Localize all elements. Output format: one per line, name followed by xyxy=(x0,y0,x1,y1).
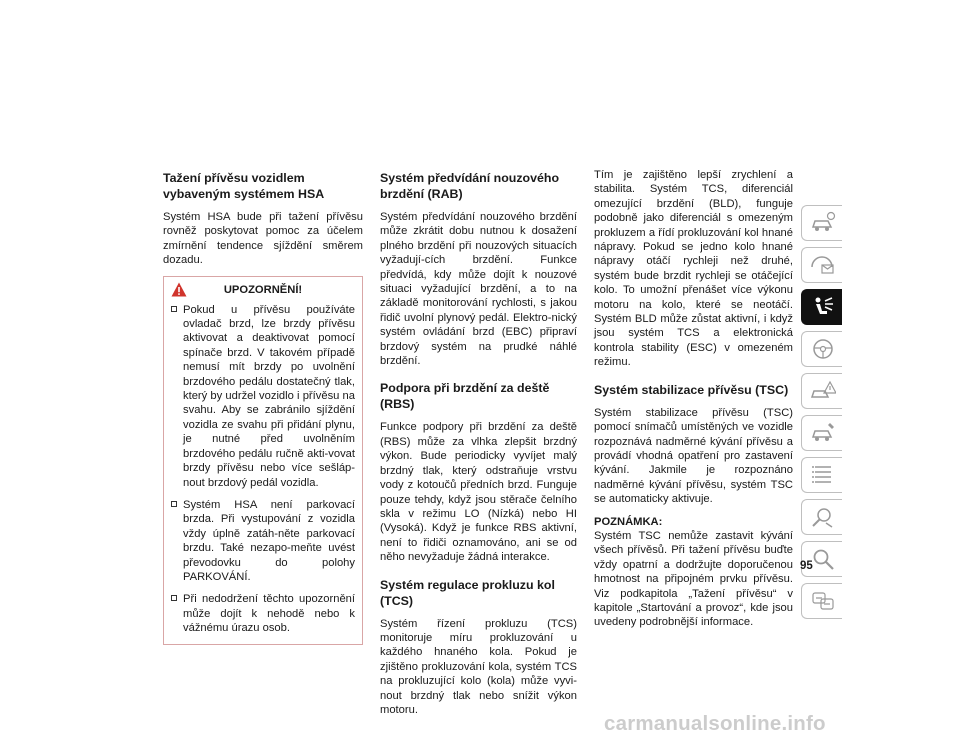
rbs-text: Funkce podpory při brzdění za deště (RBS) může za vlhka zlepšit brzdný výkon. Bude periodicky vyvíjet malý brzdný tlak, který odstraňuje vrstvu vody z kotoučů předních brzd. Funguje pouze tehdy, když jsou stěrače čelního skla v režimu LO (Nízká) nebo HI (Vysoká). Když je funkce RBS aktivní, není to řidiči oznamováno, ani se od něho nevyžaduje žádná interakce. xyxy=(380,421,577,564)
bullet-square-icon xyxy=(171,595,177,601)
note-text: Systém TSC nemůže zastavit kývání všech přívěsů. Při tažení přívěsu buďte vždy opatrní a dodržujte doporučenou hmotnost na připojném prvku přívěsu. Viz podkapitola „Tažení přívěsu“ v kapitole „Startování a provoz“, kde jsou uvedeny podrobnější informace. xyxy=(594,529,793,629)
tcs-text: Systém řízení prokluzu (TCS) monitoruje míru prokluzování u každého hnaného kola. Pokud je zjištěno prokluzování kola, systém TCS na prokluzující kolo (kola) může vyvi-nout brzdný tlak nebo snížit výkon motoru. xyxy=(380,617,577,716)
car-warning-icon xyxy=(810,379,836,403)
tsc-text: Systém stabilizace přívěsu (TSC) pomocí snímačů umístěných ve vozidle rozpoznává nadměrné kývání přívěsu a provádí vhodná opatření pro zastavení kývání. Jakmile je rozpoznáno nadměrné kývání přívěsu, systém TSC se automaticky aktivuje. xyxy=(594,406,793,506)
warning-item-text: Systém HSA není parkovací brzda. Při vystupování z vozidla vždy úplně zatáh-něte parkovací brzdu. Také nezapo-meňte uvést převodovku do polohy PARKOVÁNÍ. xyxy=(183,498,355,583)
tcs-continued-text: Tím je zajištěno lepší zrychlení a stabilita. Systém TCS, diferenciál omezující brzdění (BLD), funguje podobně jako diferenciál s omezeným prokluzem a řídí prokluzování kol hnané nápravy. Pokud se jedno kolo hnané nápravy otáčí rychleji než druhé, systém bude brzdit rychleji se otáčející kolo. To umožní přenášet více výkonu motoru na kolo, které se neotáčí. Systém BLD může zůstat aktivní, i když jsou systém TCS a elektronická kontrola stability (ESC) v omezeném režimu. xyxy=(594,169,793,369)
warning-triangle-icon xyxy=(171,282,187,297)
bullet-square-icon xyxy=(171,501,177,507)
search-icon xyxy=(810,547,836,571)
warning-item-text: Při nedodržení těchto upozornění může dojít k nehodě nebo k vážnému úrazu osob. xyxy=(183,593,355,635)
car-info-icon xyxy=(810,211,836,235)
tab-car-info[interactable] xyxy=(801,205,842,241)
section-heading-rab: Systém předvídání nouzového brzdění (RAB) xyxy=(380,171,560,201)
bullet-square-icon xyxy=(171,306,177,312)
tab-steering[interactable] xyxy=(801,331,842,367)
watermark: carmanualsonline.info xyxy=(604,712,826,735)
warning-title: UPOZORNĚNÍ! xyxy=(223,283,303,296)
section-heading-tcs: Systém regulace prokluzu kol (TCS) xyxy=(380,577,555,608)
warning-box xyxy=(163,276,363,645)
tools-icon xyxy=(810,505,836,529)
tab-language[interactable] xyxy=(801,583,842,619)
rab-text: Systém předvídání nouzového brzdění může zkrátit dobu nutnou k dosažení plného brzdění při nouzových situacích vyžadují-cích brzdění. Funkce předvídá, kdy může dojít k nouzové situaci vyžadující brzdění, a to na základě monitorování rychlosti, s jakou řidič uvolní plynový pedál. Elektro-nický systém ovládání brzd (EBC) připraví brzdový systém na prudké náhlé brzdění. xyxy=(380,211,577,368)
tab-dashboard[interactable] xyxy=(801,247,842,283)
tab-tools[interactable] xyxy=(801,499,842,535)
page-number: 95 xyxy=(800,560,813,572)
checklist-icon xyxy=(810,463,836,487)
warning-item xyxy=(171,303,355,490)
warning-item xyxy=(171,498,355,584)
steering-wheel-icon xyxy=(810,337,836,361)
section-heading-tsc: Systém stabilizace přívěsu (TSC) xyxy=(594,382,789,397)
tab-car-service[interactable] xyxy=(801,415,842,451)
warning-item-text: Pokud u přívěsu používáte ovladač brzd, lze brzdy přívěsu aktivovat a deaktivovat pomocí spínače brzd. V takovém případě nemusí mít brzdy po uvolnění brzdového pedálu dostatečný tlak, který by udržel vozidlo i přívěsu na svahu. Aby se zabránilo sjíždění vozidla ze svahu při přidání plynu, je nutné před uvolněním brzdového pedálu ručně akti-vovat brzdy přívěsu nebo více sešláp-nout brzdový pedál vozidla. xyxy=(183,303,355,489)
hsa-towing-text: Systém HSA bude při tažení přívěsu rovněž poskytovat pomoc za účelem zmírnění tendence sjíždění směrem dozadu. xyxy=(163,211,363,267)
section-heading-hsa-towing: Tažení přívěsu vozidlem vybaveným systémem HSA xyxy=(163,171,325,201)
column-left xyxy=(163,170,363,645)
tab-car-warning[interactable] xyxy=(801,373,842,409)
warning-header xyxy=(171,277,355,303)
car-service-icon xyxy=(810,421,836,445)
warning-item xyxy=(171,592,355,635)
column-right xyxy=(594,168,793,638)
section-heading-rbs: Podpora při brzdění za deště (RBS) xyxy=(380,381,550,412)
airbag-seat-icon xyxy=(810,295,836,319)
tab-safety[interactable] xyxy=(801,289,842,325)
note-title: POZNÁMKA: xyxy=(594,515,663,528)
dashboard-envelope-icon xyxy=(810,253,836,277)
column-middle xyxy=(380,170,577,725)
language-icon xyxy=(810,589,836,613)
tab-checklist[interactable] xyxy=(801,457,842,493)
